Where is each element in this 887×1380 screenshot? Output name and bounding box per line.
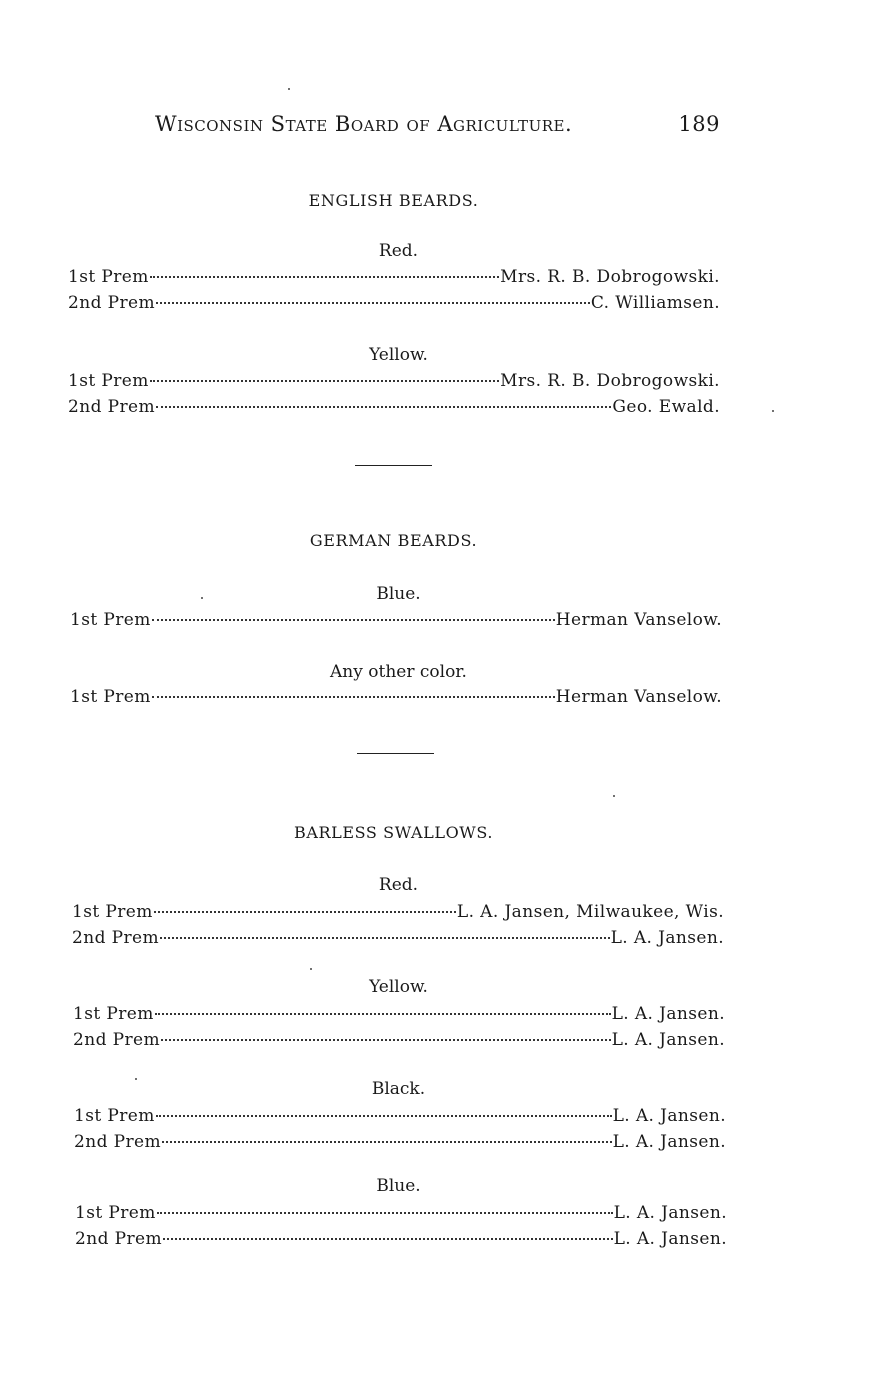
section-heading-english-beards: ENGLISH BEARDS.	[308, 191, 479, 210]
entry-winner: L. A. Jansen.	[613, 1229, 727, 1249]
premium-entry	[68, 267, 720, 291]
entry-place: 1st Prem	[72, 902, 153, 922]
entry-place: 1st Prem	[70, 687, 151, 707]
entry-winner: Mrs. R. B. Dobrogowski.	[500, 371, 720, 391]
premium-entry	[74, 1106, 726, 1130]
entry-winner: Herman Vanselow.	[555, 687, 722, 707]
scan-speck	[772, 410, 774, 412]
color-heading: Any other color.	[330, 662, 467, 682]
dot-leader	[160, 937, 610, 939]
entry-place: 1st Prem	[70, 610, 151, 630]
scan-speck	[201, 597, 203, 599]
entry-place: 1st Prem	[73, 1004, 154, 1024]
entry-winner: L. A. Jansen.	[611, 1004, 725, 1024]
scan-speck	[135, 1078, 137, 1080]
section-divider	[357, 753, 434, 754]
premium-entry	[68, 397, 720, 421]
color-heading: Blue.	[376, 1176, 421, 1196]
dot-leader	[163, 1238, 613, 1240]
entry-winner: Mrs. R. B. Dobrogowski.	[500, 267, 720, 287]
entry-place: 1st Prem	[68, 371, 149, 391]
entry-winner: L. A. Jansen.	[610, 928, 724, 948]
color-heading: Black.	[371, 1079, 426, 1099]
dot-leader	[154, 911, 456, 913]
premium-entry	[73, 1004, 725, 1028]
entry-winner: L. A. Jansen.	[611, 1030, 725, 1050]
entry-place: 1st Prem	[75, 1203, 156, 1223]
entry-winner: L. A. Jansen.	[612, 1106, 726, 1126]
premium-entry	[70, 610, 722, 634]
page-number: 189	[678, 112, 720, 136]
color-heading: Blue.	[376, 584, 421, 604]
dot-leader	[162, 1141, 612, 1143]
entry-winner: L. A. Jansen.	[612, 1132, 726, 1152]
premium-entry	[74, 1132, 726, 1156]
entry-place: 2nd Prem	[68, 397, 155, 417]
entry-place: 2nd Prem	[72, 928, 159, 948]
premium-entry	[75, 1229, 727, 1253]
premium-entry	[68, 293, 720, 317]
dot-leader	[152, 696, 555, 698]
premium-entry	[70, 687, 722, 711]
entry-place: 2nd Prem	[75, 1229, 162, 1249]
section-heading-german-beards: GERMAN BEARDS.	[309, 531, 478, 550]
entry-place: 1st Prem	[68, 267, 149, 287]
dot-leader	[156, 302, 590, 304]
entry-winner: C. Williamsen.	[590, 293, 720, 313]
premium-entry	[72, 902, 724, 926]
color-heading: Yellow.	[369, 345, 428, 365]
premium-entry	[75, 1203, 727, 1227]
running-title: Wisconsin State Board of Agriculture.	[155, 112, 573, 136]
dot-leader	[156, 406, 611, 408]
dot-leader	[157, 1212, 613, 1214]
entry-place: 2nd Prem	[68, 293, 155, 313]
color-heading: Yellow.	[369, 977, 428, 997]
section-heading-barless-swallows: BARLESS SWALLOWS.	[293, 823, 494, 842]
dot-leader	[150, 380, 499, 382]
premium-entry	[68, 371, 720, 395]
dot-leader	[150, 276, 499, 278]
entry-winner: L. A. Jansen, Milwaukee, Wis.	[456, 902, 724, 922]
dot-leader	[152, 619, 555, 621]
entry-winner: Herman Vanselow.	[555, 610, 722, 630]
color-heading: Red.	[378, 241, 419, 261]
premium-entry	[72, 928, 724, 952]
scan-speck	[613, 795, 615, 797]
color-heading: Red.	[378, 875, 419, 895]
dot-leader	[155, 1013, 611, 1015]
scan-speck	[288, 88, 290, 90]
dot-leader	[161, 1039, 611, 1041]
entry-winner: L. A. Jansen.	[613, 1203, 727, 1223]
premium-entry	[73, 1030, 725, 1054]
entry-place: 1st Prem	[74, 1106, 155, 1126]
section-divider	[355, 465, 432, 466]
page-header	[155, 112, 720, 142]
dot-leader	[156, 1115, 612, 1117]
scan-speck	[310, 968, 312, 970]
entry-place: 2nd Prem	[73, 1030, 160, 1050]
entry-place: 2nd Prem	[74, 1132, 161, 1152]
entry-winner: Geo. Ewald.	[612, 397, 720, 417]
